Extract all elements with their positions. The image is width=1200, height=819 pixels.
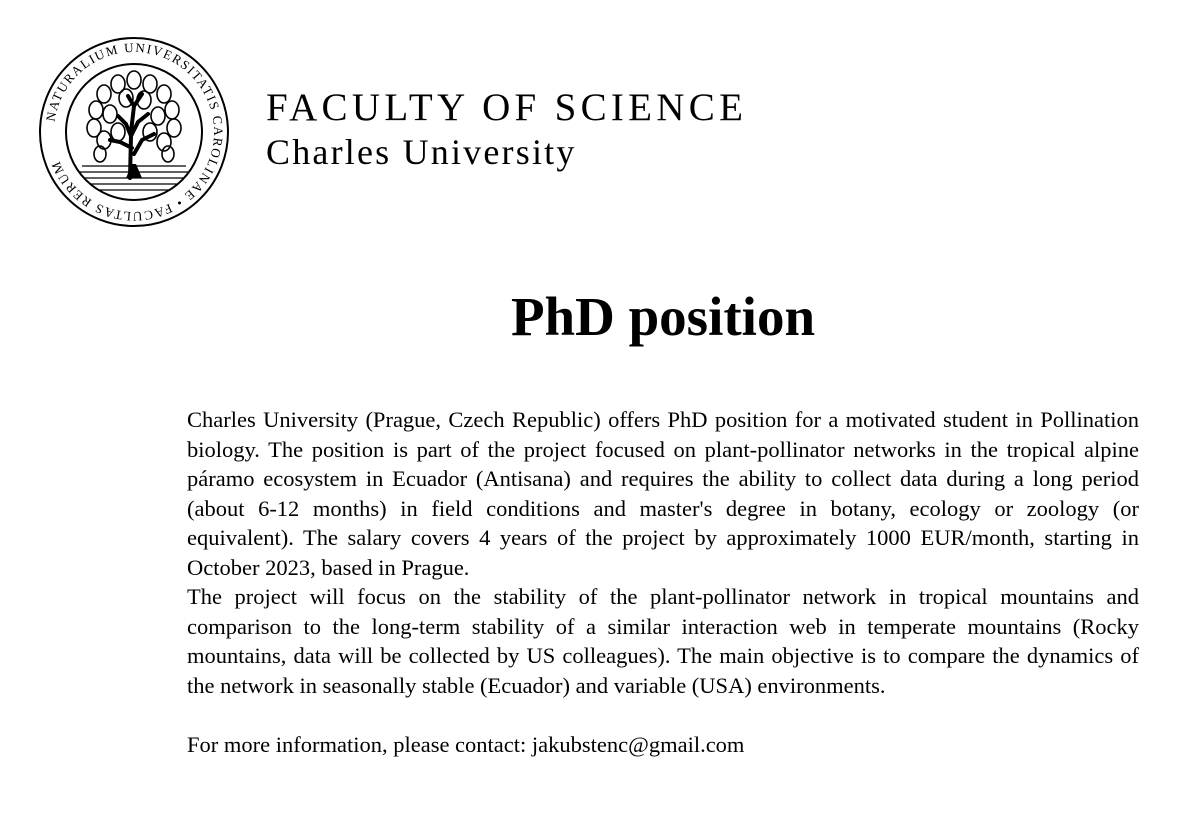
description-paragraph: Charles University (Prague, Czech Republic) offers PhD position for a motivated student in Pollination biology. The position is part of the project focused on plant-pollinator networks in the tropical alpine páramo ecosystem in Ecuador (Antisana) and requires the ability to collect data during a long period (about 6-12 months) in field conditions and master's degree in botany, ecology or zoology (or equivalent). The salary covers 4 years of the project by approximately 1000 EUR/month, starting in October 2023, based in Prague. xyxy=(187,407,1139,580)
svg-text:NATURALIUM UNIVERSITATIS CAROL: NATURALIUM UNIVERSITATIS CAROLINAE • FACULTAS RERUM xyxy=(42,39,227,225)
announcement-body xyxy=(187,405,1139,759)
project-paragraph: The project will focus on the stability of the plant-pollinator network in tropical mountains and comparison to the long-term stability of a similar interaction web in temperate mountains (Rocky mountains, data will be collected by US colleagues). The main objective is to compare the dynamics of the network in seasonally stable (Ecuador) and variable (USA) environments. xyxy=(187,584,1139,698)
university-seal-logo xyxy=(38,36,230,228)
contact-line: For more information, please contact: jakubstenc@gmail.com xyxy=(187,731,745,757)
faculty-name: FACULTY OF SCIENCE xyxy=(266,86,748,129)
university-name: Charles University xyxy=(266,132,577,172)
page-title: PhD position xyxy=(510,286,816,347)
